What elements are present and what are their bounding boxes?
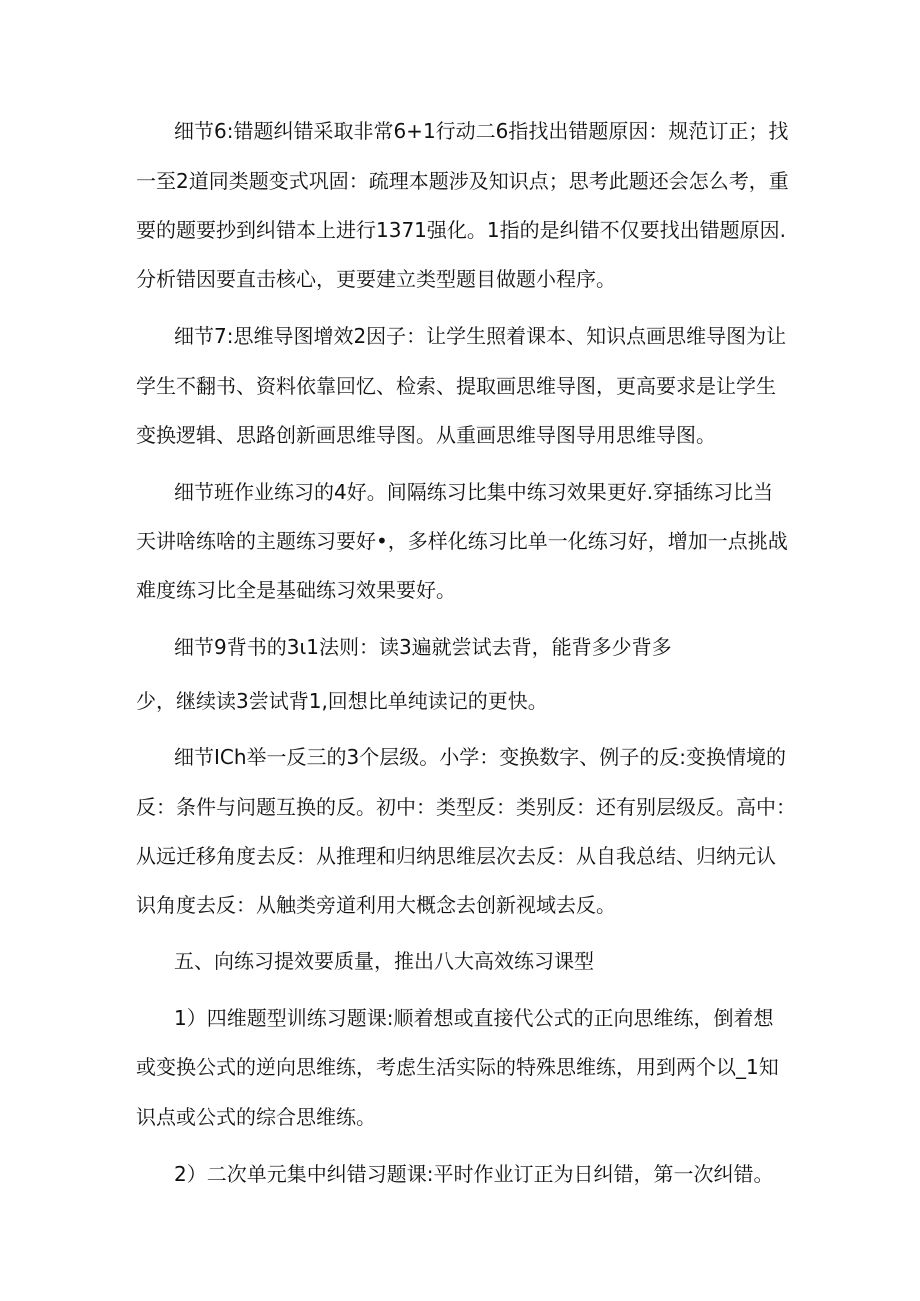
paragraph-line: 难度练习比全是基础练习效果要好。 xyxy=(136,578,456,602)
paragraph-line: 细节9背书的3ι1法则：读3遍就尝试去背，能背多少背多 xyxy=(174,635,672,659)
paragraph-line: 反：条件与问题互换的反。初中：类型反：类别反：还有别层级反。高中： xyxy=(136,795,796,819)
section-heading: 五、向练习提效要质量，推出八大高效练习课型 xyxy=(174,949,594,973)
paragraph-line: 分析错因要直击核心，更要建立类型题目做题小程序。 xyxy=(136,267,616,291)
paragraph-line: 少，继续读3尝试背1,回想比单纯读记的更快。 xyxy=(136,689,548,713)
paragraph-line: 1）四维题型训练习题课:顺着想或直接代公式的正向思维练，倒着想 xyxy=(174,1006,774,1030)
paragraph-line: 要的题要抄到纠错本上进行1371强化。1指的是纠错不仅要找出错题原因. xyxy=(136,218,786,242)
paragraph-line: 天讲啥练啥的主题练习要好•，多样化练习比单一化练习好，增加一点挑战 xyxy=(136,529,788,553)
paragraph-line: 细节6:错题纠错采取非常6+1行动二6指找出错题原因：规范订正；找 xyxy=(174,119,789,143)
paragraph-line: 识点或公式的综合思维练。 xyxy=(136,1105,376,1129)
paragraph-line: 2）二次单元集中纠错习题课:平时作业订正为日纠错，第一次纠错。 xyxy=(174,1162,774,1186)
paragraph-line: 识角度去反：从触类旁道利用大概念去创新视域去反。 xyxy=(136,893,616,917)
paragraph-line: 细节班作业练习的4好。间隔练习比集中练习效果更好.穿插练习比当 xyxy=(174,480,774,504)
paragraph-line: 或变换公式的逆向思维练，考虑生活实际的特殊思维练，用到两个以_1知 xyxy=(136,1055,779,1079)
paragraph-line: 一至2道同类题变式巩固：疏理本题涉及知识点；思考此题还会怎么考，重 xyxy=(136,169,789,193)
paragraph-line: 细节7:思维导图增效2因子：让学生照着课本、知识点画思维导图为让 xyxy=(174,324,787,348)
paragraph-line: 从远迁移角度去反：从推理和归纳思维层次去反：从自我总结、归纳元认 xyxy=(136,844,776,868)
paragraph-line: 变换逻辑、思路创新画思维导图。从重画思维导图导用思维导图。 xyxy=(136,423,716,447)
paragraph-line: 学生不翻书、资料依靠回忆、检索、提取画思维导图，更高要求是让学生 xyxy=(136,374,776,398)
paragraph-line: 细节ICh举一反三的3个层级。小学：变换数字、例子的反:变换情境的 xyxy=(174,745,787,769)
